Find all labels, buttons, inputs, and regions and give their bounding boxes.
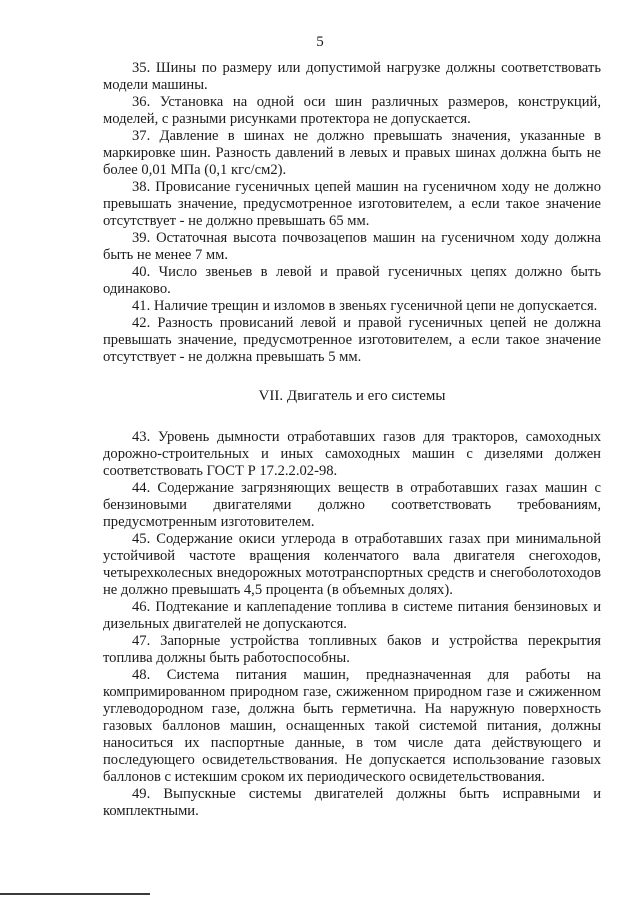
- paragraph-38: 38. Провисание гусеничных цепей машин на гусеничном ходу не должно превышать значение, предусмотренное изготовителем, а если такое значение отсутствует - не должно превышать 65 мм.: [103, 179, 601, 229]
- paragraph-46: 46. Подтекание и каплепадение топлива в системе питания бензиновых и дизельных двигателей не допускаются.: [103, 599, 601, 632]
- document-body: [103, 60, 601, 820]
- paragraph-36: 36. Установка на одной оси шин различных размеров, конструкций, моделей, с разными рисунками протектора не допускается.: [103, 94, 601, 127]
- scan-edge-line: [0, 893, 150, 895]
- paragraph-39: 39. Остаточная высота почвозацепов машин на гусеничном ходу должна быть не менее 7 мм.: [103, 230, 601, 263]
- paragraph-35: 35. Шины по размеру или допустимой нагрузке должны соответствовать модели машины.: [103, 60, 601, 93]
- paragraph-48: 48. Система питания машин, предназначенная для работы на компримированном природном газе, сжиженном природном газе и сжиженном углеводородном газе, должна быть герметична. На наружную поверхность газовых баллонов машин, оснащенных такой системой питания, должны наноситься их паспортные данные, в том числе дата действующего и последующего освидетельствования. Не допускается использование газовых баллонов с истекшим сроком их периодического освидетельствования.: [103, 667, 601, 785]
- paragraph-40: 40. Число звеньев в левой и правой гусеничных цепях должно быть одинаково.: [103, 264, 601, 297]
- paragraph-47: 47. Запорные устройства топливных баков и устройства перекрытия топлива должны быть работоспособны.: [103, 633, 601, 666]
- paragraph-42: 42. Разность провисаний левой и правой гусеничных цепей не должна превышать значение, предусмотренное изготовителем, а если такое значение отсутствует - не должна превышать 5 мм.: [103, 315, 601, 365]
- section-heading: VII. Двигатель и его системы: [258, 388, 446, 404]
- paragraph-37: 37. Давление в шинах не должно превышать значения, указанные в маркировке шин. Разность давлений в левых и правых шинах должна быть не более 0,01 МПа (0,1 кгс/см2).: [103, 128, 601, 178]
- paragraph-45: 45. Содержание окиси углерода в отработавших газах при минимальной устойчивой частоте вращения коленчатого вала двигателя снегоходов, четырехколесных внедорожных мототранспортных средств и снегоболотоходов не должно превышать 4,5 процента (в объемных долях).: [103, 531, 601, 598]
- paragraph-43: 43. Уровень дымности отработавших газов для тракторов, самоходных дорожно-строительных и иных самоходных машин с дизелями должен соответствовать ГОСТ Р 17.2.2.02-98.: [103, 429, 601, 479]
- paragraph-44: 44. Содержание загрязняющих веществ в отработавших газах машин с бензиновыми двигателями должно соответствовать требованиям, предусмотренным изготовителем.: [103, 480, 601, 530]
- paragraph-49: 49. Выпускные системы двигателей должны быть исправными и комплектными.: [103, 786, 601, 819]
- page-number: 5: [316, 34, 324, 50]
- paragraph-41: 41. Наличие трещин и изломов в звеньях гусеничной цепи не допускается.: [132, 298, 598, 314]
